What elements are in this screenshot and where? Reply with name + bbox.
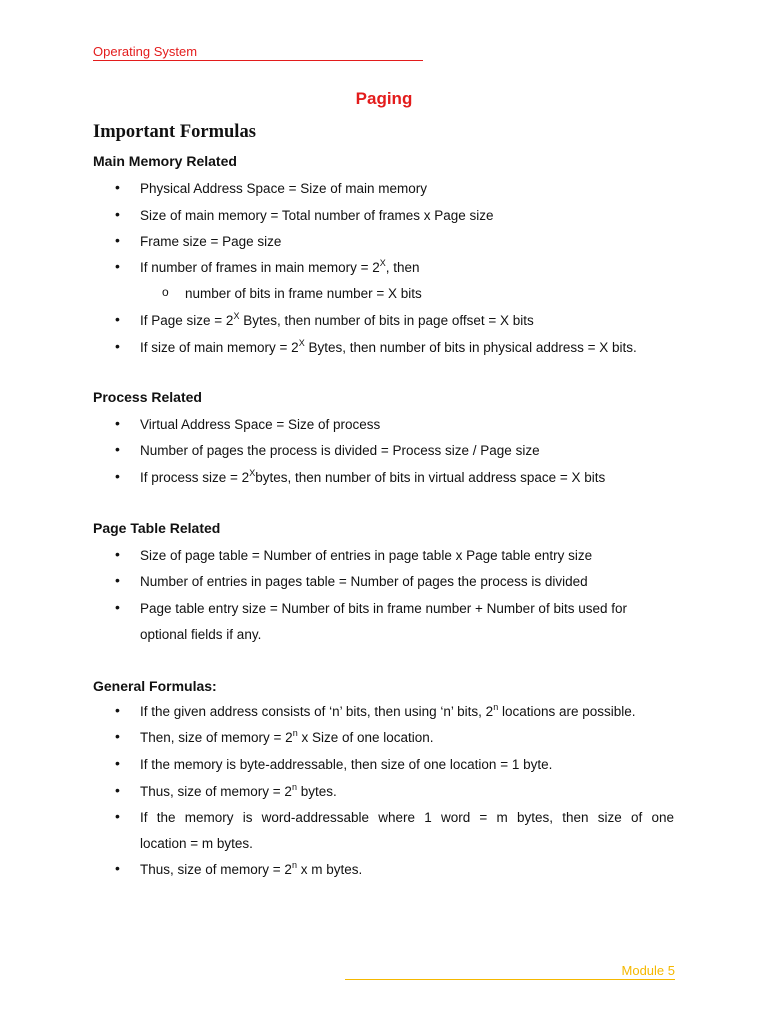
list-item-text: Number of pages the process is divided = Process size / Page size	[140, 443, 540, 458]
list-item-text: Size of page table = Number of entries in page table x Page table entry size	[140, 548, 593, 563]
text-segment: Bytes, then number of bits in physical address = X bits.	[304, 340, 637, 355]
list-item-text	[140, 469, 605, 486]
bullet-icon: •	[115, 755, 120, 771]
text-segment: , then	[385, 260, 420, 275]
list-item-text	[140, 312, 534, 329]
text-segment: If process size = 2	[140, 470, 250, 485]
bullet-icon: •	[115, 415, 120, 431]
list-item-text: If the memory is word-addressable where 1 word = m bytes, then size of one	[140, 810, 674, 825]
superscript: n	[291, 860, 297, 870]
bullet-icon: •	[115, 468, 120, 484]
sub-list-item-text: number of bits in frame number = X bits	[185, 286, 422, 301]
bullet-icon: •	[115, 338, 120, 354]
list-item-text	[140, 339, 637, 356]
text-segment: Then, size of memory = 2	[140, 730, 293, 745]
text-segment: If the given address consists of ‘n’ bits, then using ‘n’ bits, 2	[140, 704, 494, 719]
footer-module: Module 5	[345, 963, 675, 980]
list-item-text: optional fields if any.	[140, 627, 262, 642]
bullet-icon: •	[115, 311, 120, 327]
text-segment: x Size of one location.	[297, 730, 434, 745]
list-item-text	[140, 729, 434, 746]
section-heading-main-memory: Main Memory Related	[93, 153, 237, 169]
text-segment: If size of main memory = 2	[140, 340, 299, 355]
text-segment: x m bytes.	[296, 862, 363, 877]
list-item-text: Physical Address Space = Size of main memory	[140, 181, 428, 196]
bullet-icon: •	[115, 860, 120, 876]
section-heading-process: Process Related	[93, 389, 202, 405]
list-item-text	[140, 783, 337, 800]
superscript: X	[379, 258, 386, 268]
bullet-icon: •	[115, 572, 120, 588]
main-heading: Important Formulas	[93, 122, 256, 142]
bullet-icon: •	[115, 258, 120, 274]
bullet-icon: •	[115, 599, 120, 615]
text-segment: bytes.	[296, 784, 337, 799]
section-heading-page-table: Page Table Related	[93, 520, 221, 536]
bullet-icon: •	[115, 782, 120, 798]
superscript: X	[233, 311, 240, 321]
text-segment: locations are possible.	[498, 704, 636, 719]
text-segment: bytes, then number of bits in virtual address space = X bits	[255, 470, 606, 485]
section-heading-general: General Formulas:	[93, 678, 217, 694]
list-item-text: Size of main memory = Total number of frames x Page size	[140, 208, 494, 223]
text-segment: If number of frames in main memory = 2	[140, 260, 380, 275]
list-item-text	[140, 861, 362, 878]
bullet-icon: •	[115, 179, 120, 195]
bullet-icon: •	[115, 702, 120, 718]
superscript: n	[493, 702, 499, 712]
bullet-icon: •	[115, 441, 120, 457]
header-subject: Operating System	[93, 44, 423, 61]
superscript: n	[291, 782, 297, 792]
bullet-icon: •	[115, 206, 120, 222]
text-segment: Thus, size of memory = 2	[140, 784, 292, 799]
list-item-text: Frame size = Page size	[140, 234, 282, 249]
list-item-text: Virtual Address Space = Size of process	[140, 417, 381, 432]
list-item-text	[140, 703, 636, 720]
list-item-text: Page table entry size = Number of bits in frame number + Number of bits used for	[140, 601, 627, 616]
superscript: X	[298, 338, 305, 348]
list-item-text	[140, 259, 420, 276]
bullet-icon: •	[115, 546, 120, 562]
bullet-icon: •	[115, 728, 120, 744]
superscript: n	[292, 728, 298, 738]
sub-bullet-icon: o	[162, 285, 169, 299]
superscript: X	[249, 468, 256, 478]
list-item-text: location = m bytes.	[140, 836, 253, 851]
text-segment: Bytes, then number of bits in page offset = X bits	[239, 313, 534, 328]
page-title: Paging	[355, 89, 413, 108]
bullet-icon: •	[115, 808, 120, 824]
list-item-text: Number of entries in pages table = Number of pages the process is divided	[140, 574, 588, 589]
list-item-text: If the memory is byte-addressable, then size of one location = 1 byte.	[140, 757, 553, 772]
text-segment: Thus, size of memory = 2	[140, 862, 292, 877]
text-segment: If Page size = 2	[140, 313, 234, 328]
bullet-icon: •	[115, 232, 120, 248]
